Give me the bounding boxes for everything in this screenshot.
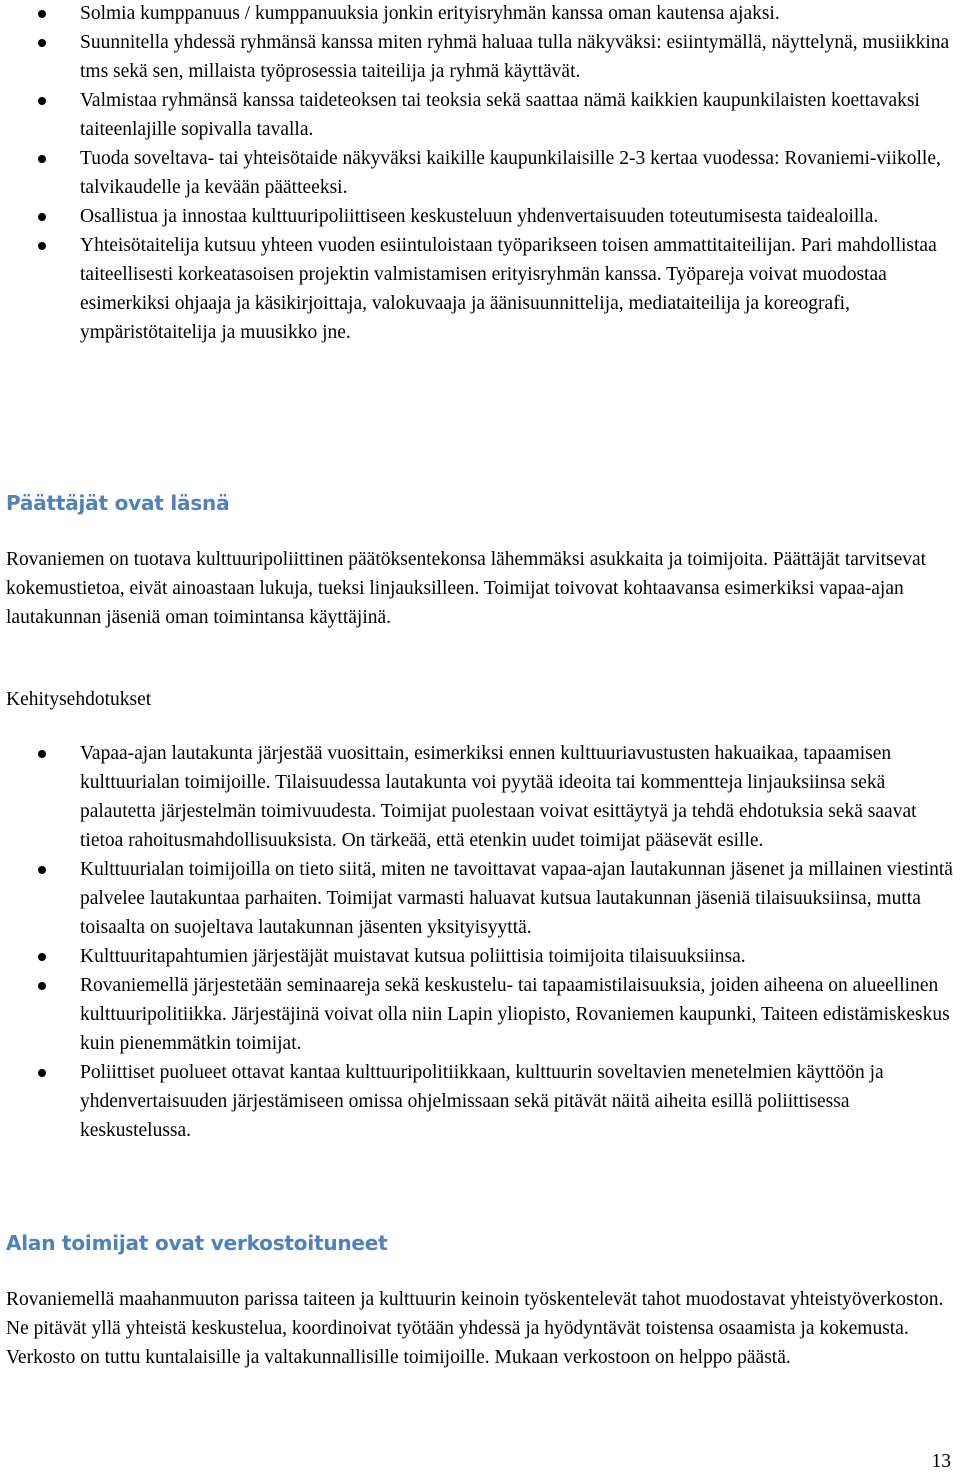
paragraph-networking: Rovaniemellä maahanmuuton parissa taiteen ja kulttuurin keinoin työskentelevät tahot muodostavat yhteistyöverkoston. Ne pitävät yllä yhteistä keskustelua, koordinoivat työtään yhdessä ja hyödyntävät toistensa osaamista ja kokemusta. Verkosto on tuttu kuntalaisille ja valtakunnallisille toimijoille. Mukaan verkostoon on helppo päästä. <box>6 1289 944 1368</box>
list-item <box>0 739 960 855</box>
list-item-text: Vapaa-ajan lautakunta järjestää vuosittain, esimerkiksi ennen kulttuuriavustusten hakuaikaa, tapaamisen kulttuurialan toimijoille. Tilaisuudessa lautakunta voi pyytää ideoita tai kommentteja linjauksiinsa sekä palautetta järjestelmän toimivuudesta. Toimijat puolestaan voivat esittäytyä ja tehdä ehdotuksia sekä saavat tietoa rahoitusmahdollisuuksista. On tärkeää, että etenkin uudet toimijat pääsevät esille. <box>80 743 917 851</box>
list-item-text: Valmistaa ryhmänsä kanssa taideteoksen tai teoksia sekä saattaa nämä kaikkien kaupunkilaisten koettavaksi taiteenlajille sopivalla tavalla. <box>80 90 920 140</box>
list-item-text: Poliittiset puolueet ottavat kantaa kulttuuripolitiikkaan, kulttuurin soveltavien menetelmien käyttöön ja yhdenvertaisuuden järjestämiseen omissa ohjelmissaan sekä pitävät näitä aiheita esillä poliittisessa keskustelussa. <box>80 1062 884 1141</box>
list-item <box>0 1058 960 1145</box>
bullet-icon <box>38 97 46 105</box>
list-item <box>0 0 960 28</box>
bullet-icon <box>38 1069 46 1077</box>
bullet-list-proposals <box>0 739 960 1145</box>
list-item-text: Kulttuurialan toimijoilla on tieto siitä, miten ne tavoittavat vapaa-ajan lautakunnan jäsenet ja millainen viestintä palvelee lautakuntaa parhaiten. Toimijat varmasti haluavat kutsua lautakunnan jäseniä tilaisuuksiinsa, mutta toisaalta on suojeltava lautakunnan jäsenten yksityisyyttä. <box>80 859 953 938</box>
list-item <box>0 28 960 86</box>
list-item-text: Solmia kumppanuus / kumppanuuksia jonkin erityisryhmän kanssa oman kautensa ajaksi. <box>80 3 780 24</box>
bullet-icon <box>38 953 46 961</box>
bullet-icon <box>38 213 46 221</box>
list-item <box>0 971 960 1058</box>
list-item <box>0 144 960 202</box>
paragraph-decision-makers: Rovaniemen on tuotava kulttuuripoliittinen päätöksentekonsa lähemmäksi asukkaita ja toimijoita. Päättäjät tarvitsevat kokemustietoa, eivät ainoastaan lukuja, tueksi linjauksilleen. Toimijat toivovat kohtaavansa esimerkiksi vapaa-ajan lautakunnan jäseniä oman toimintansa käyttäjinä. <box>6 549 927 628</box>
list-item-text: Kulttuuritapahtumien järjestäjät muistavat kutsua poliittisia toimijoita tilaisuuksiinsa. <box>80 946 746 967</box>
bullet-icon <box>38 982 46 990</box>
list-item-text: Tuoda soveltava- tai yhteisötaide näkyväksi kaikille kaupunkilaisille 2-3 kertaa vuodessa: Rovaniemi-viikolle, talvikaudelle ja kevään päätteeksi. <box>80 148 941 198</box>
list-item <box>0 855 960 942</box>
bullet-icon <box>38 39 46 47</box>
bullet-icon <box>38 750 46 758</box>
list-item-text: Rovaniemellä järjestetään seminaareja sekä keskustelu- tai tapaamistilaisuuksia, joiden aiheena on alueellinen kulttuuripolitiikka. Järjestäjinä voivat olla niin Lapin yliopisto, Rovaniemen kaupunki, Taiteen edistämiskeskus kuin pienemmätkin toimijat. <box>80 975 950 1054</box>
page-number: 13 <box>931 1451 951 1472</box>
bullet-icon <box>38 155 46 163</box>
list-item-text: Yhteisötaitelija kutsuu yhteen vuoden esiintuloistaan työparikseen toisen ammattitaiteilijan. Pari mahdollistaa taiteellisesti korkeatasoisen projektin valmistamisen erityisryhmän kanssa. Työpareja voivat muodostaa esimerkiksi ohjaaja ja käsikirjoittaja, valokuvaaja ja äänisuunnittelija, mediataiteilija ja koreografi, ympäristötaitelija ja muusikko jne. <box>80 235 937 343</box>
bullet-list-tasks <box>0 0 960 347</box>
bullet-icon <box>38 866 46 874</box>
list-item <box>0 942 960 971</box>
list-item-text: Osallistua ja innostaa kulttuuripoliittiseen keskusteluun yhdenvertaisuuden toteutumisesta taidealoilla. <box>80 206 879 227</box>
section-heading-decision-makers: Päättäjät ovat läsnä <box>6 491 230 515</box>
bullet-icon <box>38 242 46 250</box>
list-item <box>0 202 960 231</box>
list-item-text: Suunnitella yhdessä ryhmänsä kanssa miten ryhmä haluaa tulla näkyväksi: esiintymällä, näyttelynä, musiikkina tms sekä sen, millaista työprosessia taiteilija ja ryhmä käyttävät. <box>80 32 950 82</box>
subheading-development-proposals: Kehitysehdotukset <box>6 689 152 710</box>
list-item <box>0 86 960 144</box>
list-item <box>0 231 960 347</box>
section-heading-networking: Alan toimijat ovat verkostoituneet <box>6 1231 388 1255</box>
bullet-icon <box>38 10 46 18</box>
